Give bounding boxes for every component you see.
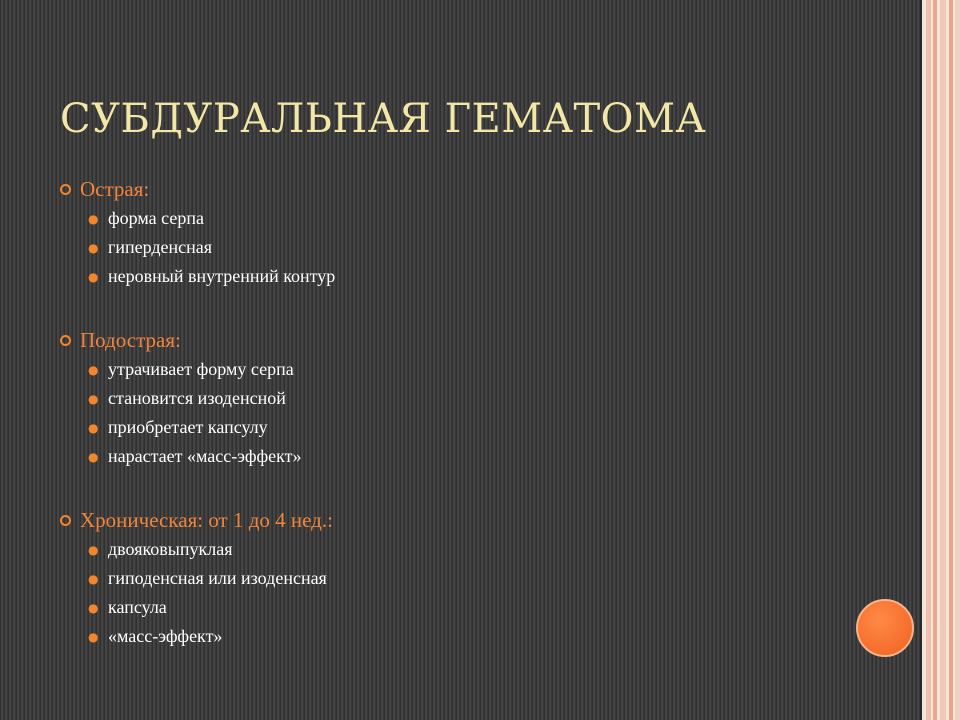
list-item-text: неровный внутренний контур [108, 266, 336, 286]
list-item-text: капсула [108, 597, 167, 617]
dot-bullet-icon: ● [88, 362, 99, 377]
list-item [88, 564, 820, 593]
list-item [88, 535, 820, 564]
list-item-text: «масс-эффект» [108, 626, 223, 646]
list-item [88, 442, 820, 471]
ring-bullet-icon [60, 335, 71, 346]
section-items [60, 355, 820, 471]
section-label: Острая: [80, 176, 150, 201]
section-acute [60, 174, 820, 291]
list-item-text: гиперденсная [108, 237, 213, 257]
section-items [60, 535, 820, 651]
list-item-text: утрачивает форму серпа [108, 359, 294, 379]
list-item [88, 593, 820, 622]
stripe [955, 0, 960, 720]
orange-circle-icon [856, 599, 914, 657]
list-item-text: форма серпа [108, 208, 204, 228]
section-chronic [60, 505, 820, 651]
list-item-text: нарастает «масс-эффект» [108, 446, 302, 466]
dot-bullet-icon: ● [88, 629, 99, 644]
dot-bullet-icon: ● [88, 240, 99, 255]
list-item [88, 233, 820, 262]
stripe [933, 0, 937, 720]
section-header [60, 325, 820, 355]
stripe [949, 0, 953, 720]
dot-bullet-icon: ● [88, 542, 99, 557]
list-item [88, 204, 820, 233]
section-label: Подострая: [80, 327, 181, 352]
section-subacute [60, 325, 820, 471]
section-items [60, 204, 820, 291]
dot-bullet-icon: ● [88, 449, 99, 464]
section-header [60, 505, 820, 535]
list-item [88, 262, 820, 291]
dot-bullet-icon: ● [88, 571, 99, 586]
dot-bullet-icon: ● [88, 420, 99, 435]
list-item-text: гиподенсная или изоденсная [108, 568, 327, 588]
slide-title: СУБДУРАЛЬНАЯ ГЕМАТОМА [60, 96, 707, 142]
slide-content [60, 174, 820, 651]
dot-bullet-icon: ● [88, 391, 99, 406]
list-item-text: становится изоденсной [108, 388, 286, 408]
dot-bullet-icon: ● [88, 269, 99, 284]
dot-bullet-icon: ● [88, 211, 99, 226]
list-item [88, 384, 820, 413]
list-item [88, 355, 820, 384]
list-item [88, 622, 820, 651]
list-item-text: двояковыпуклая [108, 539, 233, 559]
section-label: Хроническая: от 1 до 4 нед.: [80, 507, 333, 532]
decorative-stripes [922, 0, 960, 720]
list-item-text: приобретает капсулу [108, 417, 268, 437]
dot-bullet-icon: ● [88, 600, 99, 615]
list-item [88, 413, 820, 442]
ring-bullet-icon [60, 515, 71, 526]
ring-bullet-icon [60, 184, 71, 195]
stripe [940, 0, 946, 720]
section-header [60, 174, 820, 204]
stripe [926, 0, 931, 720]
